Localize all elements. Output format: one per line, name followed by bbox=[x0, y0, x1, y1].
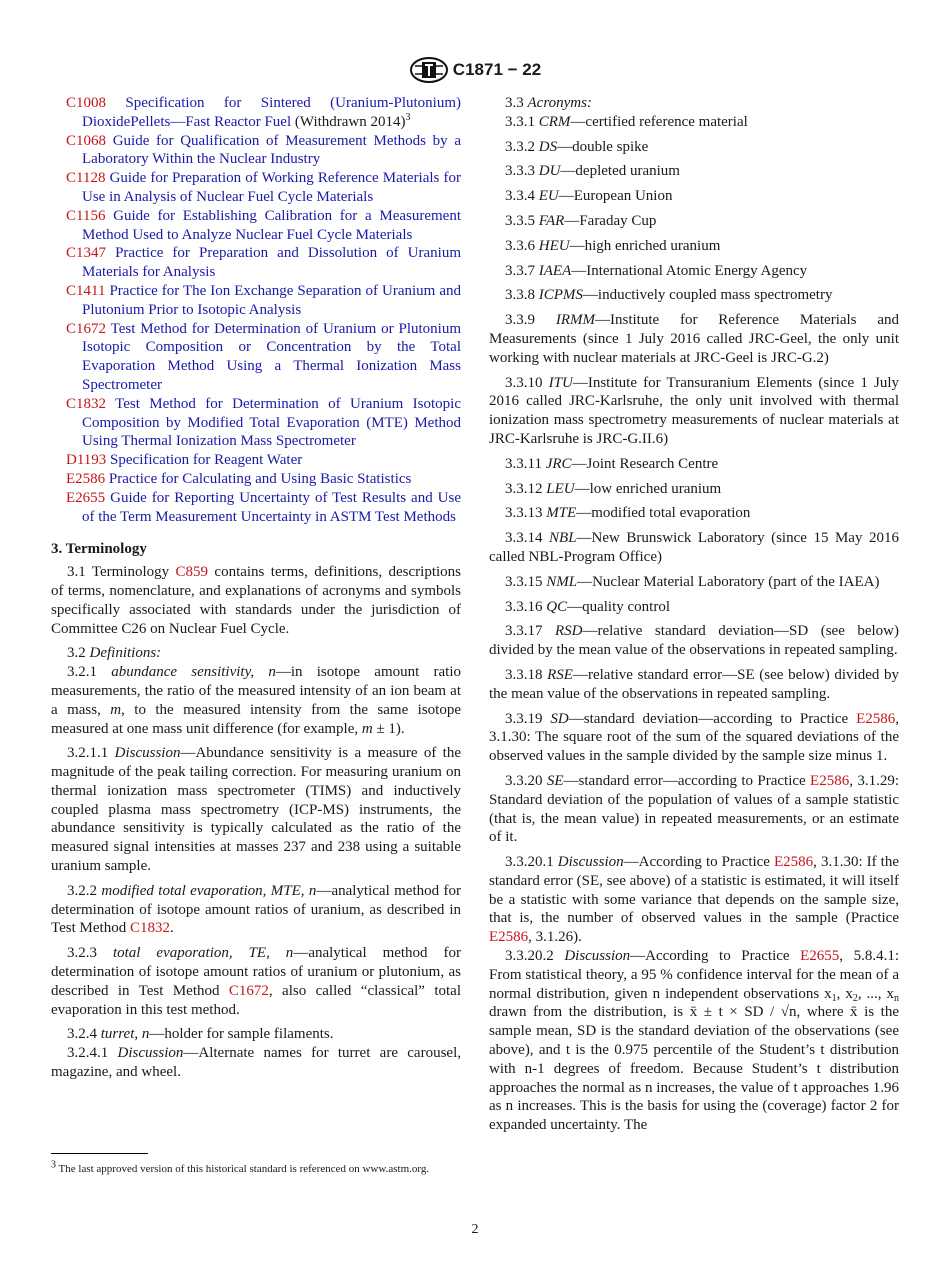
acronym-term: FAR bbox=[538, 212, 565, 229]
acronym-item bbox=[489, 138, 899, 157]
acronym-definition: —certified reference material bbox=[570, 113, 748, 130]
link-c1672[interactable]: C1672 bbox=[228, 982, 269, 999]
reference-id-link[interactable]: C1672 bbox=[66, 320, 107, 337]
acronym-term: DS bbox=[538, 138, 558, 155]
designation: C1871 − 22 bbox=[452, 60, 542, 79]
acronym-number: 3.3.6 bbox=[505, 237, 539, 254]
acronym-number: 3.3.11 bbox=[505, 455, 546, 472]
reference-id-link[interactable]: C1068 bbox=[66, 132, 107, 149]
para-3-2-4-1: 3.2.4.1 Discussion—Alternate names for turret are carousel, magazine, and wheel. bbox=[51, 1045, 461, 1081]
acronym-term: NBL bbox=[549, 530, 577, 547]
reference-title-link[interactable]: Test Method for Determination of Uranium Isotopic Composition by Modified Total Evaporation (MTE) Method Using Thermal Ionization Mass Spectrometer bbox=[82, 395, 461, 450]
reference-id-link[interactable]: C1156 bbox=[66, 207, 106, 224]
acronym-definition: —inductively coupled mass spectrometry bbox=[582, 287, 833, 304]
acronym-number: 3.3.5 bbox=[505, 212, 539, 229]
acronym-term: IAEA bbox=[538, 262, 572, 279]
reference-title-link[interactable]: Test Method for Determination of Uranium or Plutonium Isotopic Composition or Concentration by the Total Evaporation Method Using a Thermal Ionization Mass Spectrometer bbox=[82, 320, 461, 393]
reference-item bbox=[51, 489, 461, 527]
reference-title-link[interactable]: Guide for Reporting Uncertainty of Test Results and Use of the Term Measurement Uncertainty in ASTM Test Methods bbox=[82, 489, 461, 525]
acronym-term: LEU bbox=[546, 480, 575, 497]
para-3-3-19: 3.3.19 SD—standard deviation—according to Practice E2586, 3.1.30: The square root of the sum of the squared deviations of the observed values in the sample divided by the sample size minus 1. bbox=[489, 710, 899, 765]
acronym-item bbox=[489, 666, 899, 704]
section-heading: 3. Terminology bbox=[51, 541, 147, 558]
acronym-term: EU bbox=[538, 188, 559, 205]
footnote: $^3$ The last approved version of this historical standard is referenced on www.astm.org. bbox=[51, 1159, 430, 1175]
acronym-definition: —New Brunswick Laboratory (since 15 May 2016 called NBL-Program Office) bbox=[489, 530, 899, 565]
para-3-2-4: 3.2.4 turret, n—holder for sample filaments. bbox=[67, 1026, 334, 1043]
acronym-term: QC bbox=[546, 598, 568, 615]
acronym-item bbox=[489, 212, 899, 231]
reference-id-link[interactable]: C1832 bbox=[66, 395, 107, 412]
reference-item bbox=[51, 320, 461, 395]
acronym-number: 3.3.14 bbox=[505, 530, 550, 547]
para-3-2-1: 3.2.1 abundance sensitivity, n—in isotope amount ratio measurements, the ratio of the measured intensity of an ion beam at a mass, m, to the measured intensity from the same isotope measured at one mass unit difference (for example, m ± 1). bbox=[51, 664, 461, 737]
reference-title-link[interactable]: Practice for Preparation and Dissolution of Uranium Materials for Analysis bbox=[82, 245, 461, 281]
reference-title-link[interactable]: Guide for Establishing Calibration for a Measurement Method Used to Analyze Nuclear Fuel Cycle Materials bbox=[82, 207, 461, 243]
acronym-definition: —Nuclear Material Laboratory (part of the IAEA) bbox=[577, 573, 880, 590]
acronym-definition: —depleted uranium bbox=[560, 163, 680, 180]
reference-id-link[interactable]: C1347 bbox=[66, 245, 107, 262]
reference-title-link[interactable]: Guide for Qualification of Measurement Methods by a Laboratory Within the Nuclear Industry bbox=[82, 132, 462, 168]
acronym-term: ICPMS bbox=[538, 287, 583, 304]
reference-item bbox=[51, 207, 461, 245]
acronym-item bbox=[489, 529, 899, 567]
acronym-item bbox=[489, 573, 899, 592]
reference-title-link[interactable]: Specification for Sintered (Uranium-Plutonium) DioxidePellets—Fast Reactor Fuel bbox=[82, 95, 462, 130]
astm-logo-icon bbox=[409, 56, 449, 84]
acronym-item bbox=[489, 311, 899, 367]
acronym-number: 3.3.8 bbox=[505, 287, 539, 304]
acronym-term: IRMM bbox=[555, 312, 595, 329]
reference-item bbox=[51, 169, 461, 207]
acronym-item bbox=[489, 162, 899, 181]
acronym-term: RSE bbox=[547, 666, 573, 683]
reference-id-link[interactable]: C1411 bbox=[66, 282, 106, 299]
link-e2586[interactable]: E2586 bbox=[856, 710, 896, 727]
acronym-definition: —Institute for Reference Materials and Measurements (since 1 July 2016 called JRC-Geel, the only unit working with nuclear materials at JRC-Geel is JRC-G.2) bbox=[489, 312, 899, 366]
acronym-item bbox=[489, 286, 899, 305]
link-c1832[interactable]: C1832 bbox=[129, 920, 170, 937]
acronym-definition: —quality control bbox=[567, 598, 670, 615]
acronym-definition: —relative standard deviation—SD (see below) divided by the mean value of the observations in repeated sampling. bbox=[489, 623, 899, 659]
para-3-2-1-1: 3.2.1.1 Discussion—Abundance sensitivity is a measure of the magnitude of the peak tailing correction. For measuring uranium on thermal ionization mass spectrometer (TIMS) and inductively coupled plasma mass spectrometry (ICP-MS) instruments, the abundance sensitivity is typically calculated as the ratio of the measured signal intensities at masses 237 and 238 using a suitable uranium sample. bbox=[51, 745, 462, 875]
acronym-list bbox=[489, 113, 899, 704]
acronym-term: MTE bbox=[546, 505, 577, 522]
reference-item bbox=[51, 282, 461, 320]
page-header bbox=[0, 56, 950, 84]
footnote-rule bbox=[51, 1153, 148, 1154]
acronym-item bbox=[489, 480, 899, 499]
acronym-number: 3.3.10 bbox=[505, 374, 549, 391]
para-3-1: 3.1 Terminology C859 contains terms, definitions, descriptions of terms, nomenclature, and explanations of acronyms and symbols specifically associated with standards under the jurisdiction of Committee C26 on Nuclear Fuel Cycle. bbox=[51, 564, 462, 637]
acronym-definition: —Faraday Cup bbox=[564, 212, 657, 229]
acronym-term: NML bbox=[546, 573, 578, 590]
reference-id-link[interactable]: C1128 bbox=[66, 170, 106, 187]
acronym-number: 3.3.13 bbox=[505, 505, 547, 522]
para-3-2-2: 3.2.2 modified total evaporation, MTE, n—analytical method for determination of isotope amount ratios of uranium, as described in Test Method C1832. bbox=[51, 882, 461, 937]
acronym-term: ITU bbox=[548, 374, 573, 391]
reference-note: (Withdrawn 2014) bbox=[291, 113, 406, 130]
acronym-number: 3.3.12 bbox=[505, 480, 547, 497]
acronym-definition: —low enriched uranium bbox=[574, 480, 722, 497]
acronym-number: 3.3.9 bbox=[505, 312, 556, 329]
acronym-item bbox=[489, 504, 899, 523]
reference-item bbox=[51, 244, 461, 282]
reference-item bbox=[51, 94, 461, 132]
acronym-number: 3.3.17 bbox=[505, 623, 555, 640]
acronym-definition: —International Atomic Energy Agency bbox=[571, 262, 808, 279]
acronym-definition: —Joint Research Centre bbox=[571, 455, 719, 472]
acronym-item bbox=[489, 262, 899, 281]
acronym-item bbox=[489, 237, 899, 256]
acronym-item bbox=[489, 598, 899, 617]
reference-item bbox=[51, 470, 461, 489]
reference-list bbox=[51, 94, 461, 526]
reference-id-link[interactable]: C1008 bbox=[66, 95, 107, 111]
acronym-definition: —European Union bbox=[558, 188, 673, 205]
link-e2655[interactable]: E2655 bbox=[800, 948, 840, 965]
page-number: 2 bbox=[471, 1222, 479, 1237]
left-column bbox=[51, 94, 461, 1082]
reference-item bbox=[51, 451, 461, 470]
acronym-item bbox=[489, 455, 899, 474]
acronym-definition: —high enriched uranium bbox=[569, 237, 721, 254]
right-column bbox=[489, 94, 899, 1135]
reference-title-link[interactable]: Practice for Calculating and Using Basic Statistics bbox=[108, 470, 412, 487]
acronym-term: RSD bbox=[554, 623, 583, 640]
acronym-number: 3.3.2 bbox=[505, 138, 539, 155]
acronym-definition: —Institute for Transuranium Elements (since 1 July 2016 called JRC-Karlsruhe, the only unit involved with thermal ionization mass spectrometry measurements of nuclear materials at JRC-Karlsruhe is JRC-G.II.6) bbox=[489, 374, 899, 447]
acronym-item bbox=[489, 374, 899, 449]
acronym-item bbox=[489, 113, 899, 132]
para-3-3-20-1: 3.3.20.1 Discussion—According to Practice E2586, 3.1.30: If the standard error (SE, see above) of a statistic is estimated, it will itself be a statistic with some variance that depends on the sample size, that is, the number of observed values in the sample (Practice E2586, 3.1.26). bbox=[489, 854, 899, 946]
para-3-3-20: 3.3.20 SE—standard error—according to Practice E2586, 3.1.29: Standard deviation of the population of values of a sample statistic (that is, the mean value) in repeated measurements, or an estimate of it. bbox=[489, 772, 899, 846]
para-3-2: 3.2 Definitions: bbox=[67, 645, 162, 662]
acronym-number: 3.3.15 bbox=[505, 573, 547, 590]
para-3-3-20-2: 3.3.20.2 Discussion—According to Practice E2655, 5.8.4.1: From statistical theory, a 95 % confidence interval for the mean of a normal distribution, given n independent observations $x_1$, $x_2$, ..., $x_n$ drawn from the distribution, is x̄ ± t × SD / √n, where x̄ is the sample mean, SD is the standard deviation of the observations (see above), and t is the 0.975 percentile of the Student’s t distribution with n-1 degrees of freedom. Because Student’s t distribution approaches the normal as n increases, the value of t approaches 1.96 as n increases. This is the basis for using the (coverage) factor 2 for expanded uncertainty. The bbox=[489, 948, 900, 1134]
reference-item bbox=[51, 395, 461, 451]
acronym-item bbox=[489, 622, 899, 660]
reference-title-link[interactable]: Guide for Preparation of Working Reference Materials for Use in Analysis of Nuclear Fuel Cycle Materials bbox=[82, 170, 461, 205]
link-e2586[interactable]: E2586 bbox=[810, 772, 850, 789]
acronym-term: HEU bbox=[538, 237, 570, 254]
acronym-number: 3.3.18 bbox=[505, 666, 548, 683]
acronym-number: 3.3.4 bbox=[505, 188, 539, 205]
acronym-definition: —modified total evaporation bbox=[576, 505, 751, 522]
reference-id-link[interactable]: D1193 bbox=[66, 452, 107, 469]
acronym-number: 3.3.16 bbox=[505, 598, 547, 615]
acronym-number: 3.3.3 bbox=[505, 163, 539, 180]
reference-id-link[interactable]: E2655 bbox=[66, 489, 106, 506]
link-e2586[interactable]: E2586 bbox=[489, 929, 529, 946]
reference-id-link[interactable]: E2586 bbox=[66, 470, 106, 487]
reference-item bbox=[51, 132, 461, 170]
reference-title-link[interactable]: Specification for Reagent Water bbox=[110, 452, 303, 469]
acronym-number: 3.3.1 bbox=[505, 113, 539, 130]
acronym-term: DU bbox=[538, 163, 561, 180]
footnote-marker[interactable]: 3 bbox=[405, 111, 411, 123]
acronym-definition: —double spike bbox=[557, 138, 649, 155]
acronym-term: CRM bbox=[538, 113, 571, 130]
reference-title-link[interactable]: Practice for The Ion Exchange Separation of Uranium and Plutonium Prior to Isotopic Analysis bbox=[82, 282, 462, 318]
acronym-definition: —relative standard error—SE (see below) divided by the mean value of the observations in repeated sampling. bbox=[489, 666, 899, 702]
para-3-2-3: 3.2.3 total evaporation, TE, n—analytical method for determination of isotope amount ratios of uranium or plutonium, as described in Test Method C1672, also called “classical” total evaporation in this test method. bbox=[51, 945, 461, 1018]
link-e2586[interactable]: E2586 bbox=[774, 854, 814, 871]
acronym-number: 3.3.7 bbox=[505, 262, 539, 279]
link-c859[interactable]: C859 bbox=[175, 564, 209, 581]
para-3-3: 3.3 Acronyms: bbox=[505, 95, 592, 111]
acronym-term: JRC bbox=[545, 455, 572, 472]
acronym-item bbox=[489, 187, 899, 206]
